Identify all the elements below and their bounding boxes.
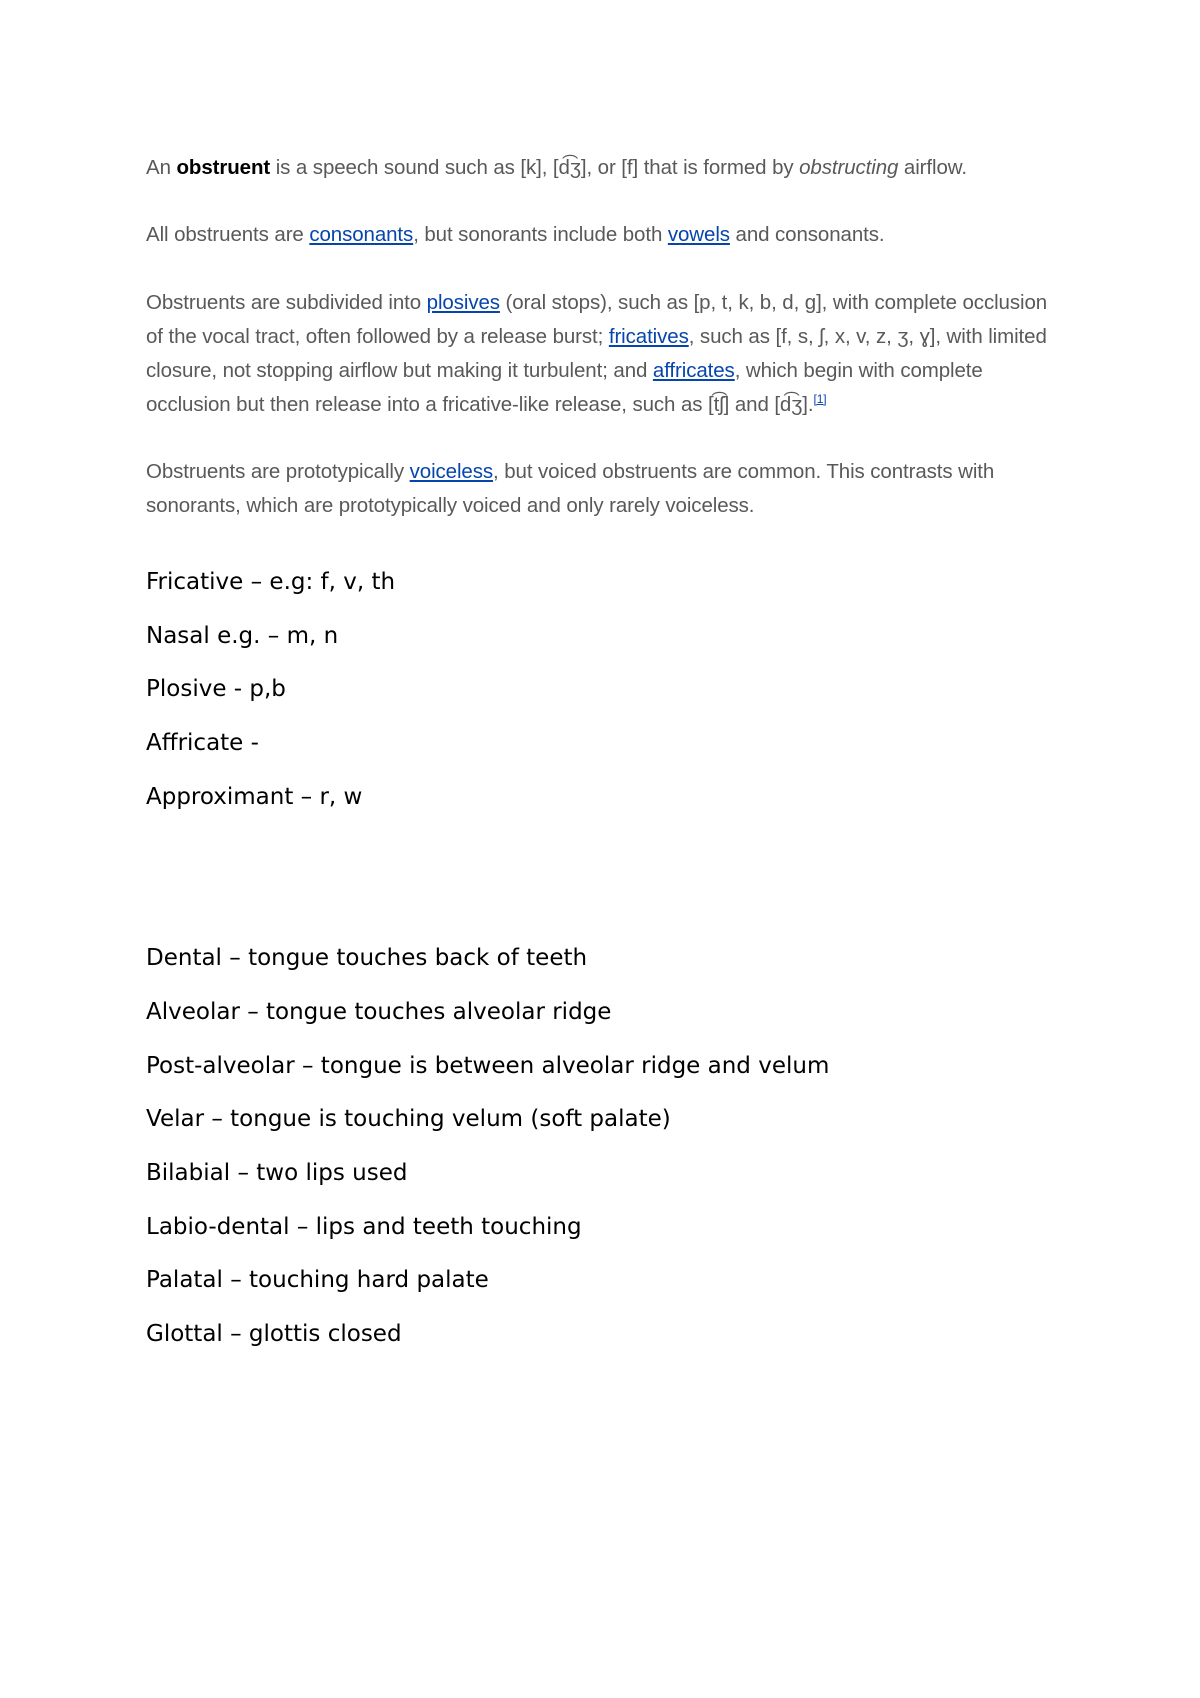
- place-item-post-alveolar: Post-alveolar – tongue is between alveolar ridge and velum: [146, 1053, 830, 1079]
- p3-text-mid2: , such as [f, s, ʃ, x, v, z, ʒ, ɣ], with limited closure, not stopping airflow but making it turbulent; and: [146, 325, 1047, 382]
- place-item-palatal: Palatal – touching hard palate: [146, 1267, 489, 1293]
- p3-text-post: , which begin with complete occlusion but then release into a fricative-like release, such as [t͡ʃ] and [d͡ʒ].: [146, 359, 983, 416]
- link-affricates[interactable]: affricates: [652, 359, 735, 382]
- link-consonants[interactable]: consonants: [309, 223, 414, 246]
- place-item-glottal: Glottal – glottis closed: [146, 1321, 402, 1347]
- paragraph-voicing: [146, 455, 1066, 523]
- p1-text-post: airflow.: [898, 156, 967, 179]
- p1-text-mid: is a speech sound such as [k], [d͡ʒ], or [f] that is formed by: [270, 156, 800, 179]
- p4-text-post: , but voiced obstruents are common. This contrasts with sonorants, which are prototypically voiced and only rarely voiceless.: [146, 460, 995, 517]
- paragraph-subdivisions: [146, 286, 1066, 422]
- p1-text-pre: An: [146, 156, 177, 179]
- p2-text-post: and consonants.: [729, 223, 885, 246]
- p3-text-pre: Obstruents are subdivided into: [146, 291, 427, 314]
- link-voiceless[interactable]: voiceless: [409, 460, 494, 483]
- place-item-bilabial: Bilabial – two lips used: [146, 1160, 408, 1186]
- p3-text-mid1: (oral stops), such as [p, t, k, b, d, ɡ], with complete occlusion of the vocal tract, often followed by a release burst;: [146, 291, 1048, 348]
- p4-text-pre: Obstruents are prototypically: [146, 460, 410, 483]
- link-fricatives[interactable]: fricatives: [608, 325, 689, 348]
- place-item-alveolar: Alveolar – tongue touches alveolar ridge: [146, 999, 612, 1025]
- p2-text-pre: All obstruents are: [146, 223, 310, 246]
- manner-item-approximant: Approximant – r, w: [146, 784, 363, 810]
- paragraph-obstruent-definition: [146, 151, 1066, 185]
- p2-text-mid: , but sonorants include both: [413, 223, 668, 246]
- link-vowels[interactable]: vowels: [667, 223, 730, 246]
- manner-item-fricative: Fricative – e.g: f, v, th: [146, 569, 396, 595]
- place-item-labio-dental: Labio-dental – lips and teeth touching: [146, 1214, 582, 1240]
- manner-item-affricate: Affricate -: [146, 730, 259, 756]
- p1-bold-term: obstruent: [176, 156, 271, 179]
- manner-item-plosive: Plosive - p,b: [146, 676, 286, 702]
- place-item-dental: Dental – tongue touches back of teeth: [146, 945, 588, 971]
- place-item-velar: Velar – tongue is touching velum (soft palate): [146, 1106, 671, 1132]
- paragraph-consonants: [146, 218, 1066, 252]
- citation-ref-1[interactable]: [1]: [813, 392, 827, 407]
- link-plosives[interactable]: plosives: [426, 291, 500, 314]
- manner-item-nasal: Nasal e.g. – m, n: [146, 623, 339, 649]
- p1-italic-term: obstructing: [799, 156, 899, 179]
